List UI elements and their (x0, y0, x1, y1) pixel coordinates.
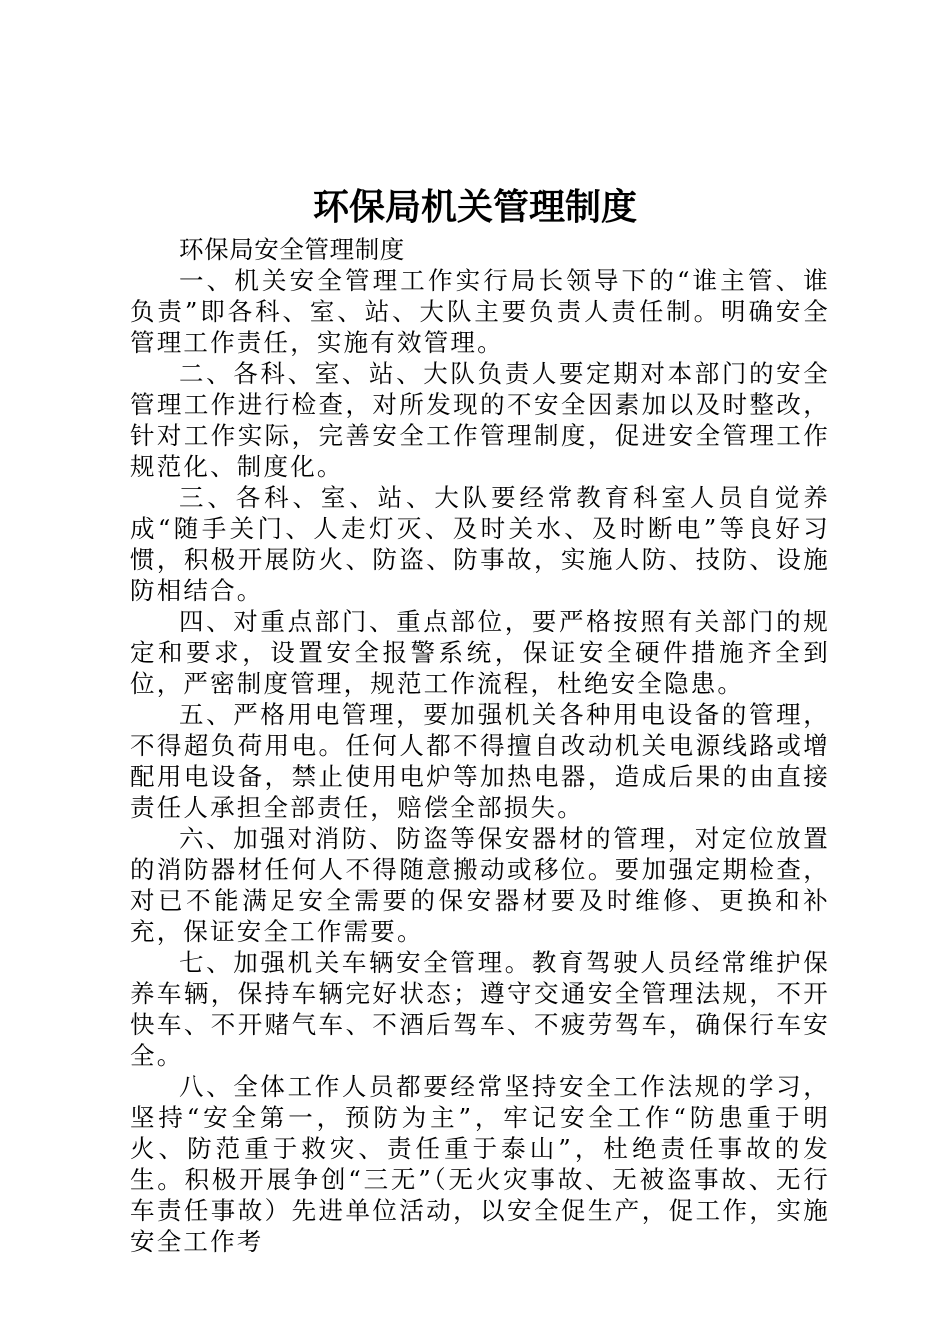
paragraph-6: 六、加强对消防、防盗等保安器材的管理，对定位放置的消防器材任何人不得随意搬动或移位。要加强定期检查，对已不能满足安全需要的保安器材要及时维修、更换和补充，保证安全工作需要。 (130, 824, 830, 946)
paragraph-2: 二、各科、室、站、大队负责人要定期对本部门的安全管理工作进行检查，对所发现的不安全因素加以及时整改，针对工作实际，完善安全工作管理制度，促进安全管理工作规范化、制度化。 (130, 359, 830, 481)
paragraph-4: 四、对重点部门、重点部位，要严格按照有关部门的规定和要求，设置安全报警系统，保证安全硬件措施齐全到位，严密制度管理，规范工作流程，杜绝安全隐患。 (130, 607, 830, 698)
paragraph-3: 三、各科、室、站、大队要经常教育科室人员自觉养成“随手关门、人走灯灭、及时关水、及时断电”等良好习惯，积极开展防火、防盗、防事故，实施人防、技防、设施防相结合。 (130, 483, 830, 605)
document-title: 环保局机关管理制度 (312, 187, 637, 228)
document-body (130, 234, 830, 1257)
paragraph-5: 五、严格用电管理，要加强机关各种用电设备的管理，不得超负荷用电。任何人都不得擅自改动机关电源线路或增配用电设备，禁止使用电炉等加热电器，造成后果的由直接责任人承担全部责任，赔偿全部损失。 (130, 700, 830, 822)
paragraph-1: 一、机关安全管理工作实行局长领导下的“谁主管、谁负责”即各科、室、站、大队主要负责人责任制。明确安全管理工作责任，实施有效管理。 (130, 266, 830, 357)
paragraph-8: 八、全体工作人员都要经常坚持安全工作法规的学习，坚持“安全第一，预防为主”，牢记安全工作“防患重于明火、防范重于救灾、责任重于泰山”，杜绝责任事故的发生。积极开展争创“三无”（无火灾事故、无被盗事故、无行车责任事故）先进单位活动，以安全促生产，促工作，实施安全工作考 (130, 1072, 830, 1256)
section-heading: 环保局安全管理制度 (179, 235, 405, 264)
paragraph-7: 七、加强机关车辆安全管理。教育驾驶人员经常维护保养车辆，保持车辆完好状态；遵守交通安全管理法规，不开快车、不开赌气车、不酒后驾车、不疲劳驾车，确保行车安全。 (130, 948, 830, 1070)
